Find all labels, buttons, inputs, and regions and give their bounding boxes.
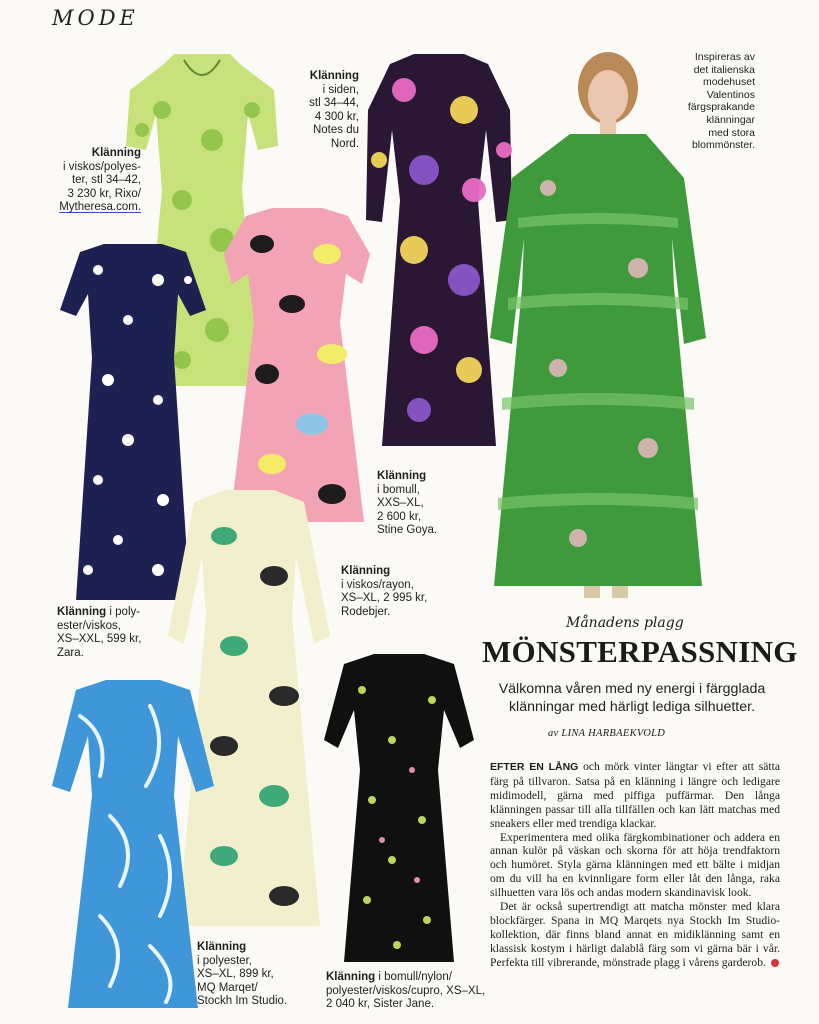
article-body: [490, 760, 780, 970]
article-byline: av LINA HARBAEKVOLD: [548, 728, 666, 739]
dress-shape: [324, 654, 474, 962]
caption-notes-du-nord: Klänning i siden, stl 34–44, 4 300 kr, Notes du Nord.: [309, 70, 359, 150]
caption-mq-marqet: Klänning i polyester, XS–XL, 899 kr, MQ Marqet/ Stockh Im Studio.: [197, 941, 288, 1008]
caption-valentino: Inspireras av det italienska modehuset Valentinos färgsprakande klänningar med stora blommönster.: [687, 51, 755, 152]
mq-marqet-dress-image: [50, 676, 216, 1012]
article-kicker: Månadens plagg: [566, 615, 684, 631]
article-headline: MÖNSTERPASSNING: [482, 634, 798, 669]
end-mark-dot: [771, 959, 779, 967]
gown-shape: [490, 134, 706, 586]
caption-rodebjer: Klänning i viskos/rayon, XS–XL, 2 995 kr, Rodebjer.: [341, 565, 428, 618]
paragraph-3: Det är också supertrendigt att matcha mönster med klara blockfärger. Spana in MQ Marqets nya Stockh Im Studio-kollektion, där finns bland annat en midiklänning samt en klassisk kostym i härligt dalablå färg som vi gärna bär i vår. Perfekta till vibrerande, mönstrade plagg i vårens garderob.: [490, 900, 780, 969]
paragraph-2: Experimentera med olika färgkombinationer och addera en annan kulör på väskan och skorna för att höja trendfaktorn och humöret. Styla gärna klänningen med ett bälte i midjan om du vill ha en kvinnligare form eller låt den långa, raka silhuetten vara lös och andas modern skandinavisk look.: [490, 830, 780, 900]
sister-jane-dress-image: [322, 650, 476, 966]
mytheresa-link[interactable]: Mytheresa.com.: [59, 201, 141, 214]
model-face: [588, 70, 628, 122]
stine-goya-dress-image: [222, 204, 372, 526]
caption-rixo: Klänning i viskos/polyes- ter, stl 34–42, 3 230 kr, Rixo/ Mytheresa.com.: [31, 147, 141, 215]
dress-shape: [52, 680, 214, 1008]
caption-sister-jane: Klänning i bomull/nylon/ polyester/viskos/cupro, XS–XL, 2 040 kr, Sister Jane.: [326, 971, 486, 1011]
lead-in: EFTER EN LÅNG: [490, 761, 579, 773]
paragraph-1: EFTER EN LÅNG och mörk vinter längtar vi efter att sätta färg på tillvaron. Satsa på en klänning i längre och ledigare midimodell, gärna med piffiga puffärmar. Den långa klänningen passar till alla tillfällen och kan lätt matchas med sneakers eller med trendiga klackar.: [490, 760, 780, 830]
article-lede: Välkomna våren med ny energi i färgglada klänningar med härligt lediga silhuetter.: [498, 681, 766, 715]
section-label: MODE: [52, 6, 139, 30]
caption-zara: Klänning i poly- ester/viskos, XS–XXL, 599 kr, Zara.: [57, 606, 142, 659]
dress-shape: [224, 208, 370, 522]
caption-stine-goya: Klänning i bomull, XXS–XL, 2 600 kr, Stine Goya.: [377, 470, 438, 537]
